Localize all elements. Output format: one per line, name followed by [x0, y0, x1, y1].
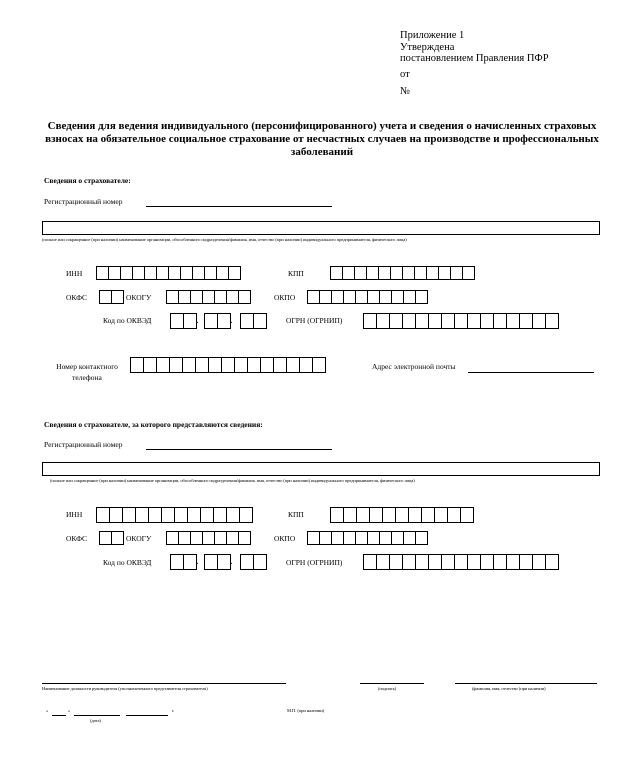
section2-kpp-cells[interactable]: [330, 507, 473, 521]
digit-cell[interactable]: [421, 507, 435, 523]
stamp-label: М.П. (при наличии): [287, 708, 324, 713]
digit-cell[interactable]: [376, 554, 390, 570]
digit-cell[interactable]: [253, 554, 267, 570]
section1-reg-label: Регистрационный номер: [44, 197, 123, 206]
digit-cell[interactable]: [111, 290, 124, 304]
section2-inn-cells[interactable]: [96, 507, 252, 521]
section1-okfs-label: ОКФС: [66, 293, 88, 302]
section1-okved-label: Код по ОКВЭД: [103, 316, 152, 325]
date-close-quote: »: [68, 708, 71, 713]
digit-cell[interactable]: [363, 554, 377, 570]
digit-cell[interactable]: [532, 313, 546, 329]
section2-heading: Сведения о страхователе, за которого представляются сведения:: [44, 420, 263, 429]
digit-cell[interactable]: [480, 313, 494, 329]
section1-okpo-cells[interactable]: [307, 290, 427, 304]
digit-cell[interactable]: [493, 313, 507, 329]
digit-cell[interactable]: [415, 531, 428, 545]
section1-phone-label-line2: телефона: [72, 373, 102, 382]
digit-cell[interactable]: [122, 507, 136, 523]
section2-okpo-label: ОКПО: [274, 534, 296, 543]
section2-okpo-cells[interactable]: [307, 531, 427, 545]
digit-cell[interactable]: [415, 554, 429, 570]
date-year-input[interactable]: [126, 715, 168, 716]
section1-reg-input[interactable]: [146, 206, 332, 207]
appendix-line-4: от: [400, 68, 410, 80]
digit-cell[interactable]: [217, 313, 231, 329]
digit-cell[interactable]: [170, 313, 184, 329]
section1-kpp-label: КПП: [288, 269, 304, 278]
digit-cell[interactable]: [217, 554, 231, 570]
digit-cell[interactable]: [382, 507, 396, 523]
appendix-line-5: №: [400, 86, 411, 97]
digit-cell[interactable]: [545, 313, 559, 329]
digit-cell[interactable]: [174, 507, 188, 523]
section2-kpp-label: КПП: [288, 510, 304, 519]
digit-cell[interactable]: [363, 313, 377, 329]
fio-caption: (фамилия, имя, отчество (при наличии): [472, 686, 546, 691]
section1-okogu-label: ОКОГУ: [126, 293, 152, 302]
section2-okved-cells-3[interactable]: [240, 554, 266, 568]
section1-okpo-label: ОКПО: [274, 293, 296, 302]
digit-cell[interactable]: [480, 554, 494, 570]
digit-cell[interactable]: [454, 313, 468, 329]
digit-cell[interactable]: [169, 357, 183, 373]
digit-cell[interactable]: [208, 357, 222, 373]
section1-email-label: Адрес электронной почты: [372, 362, 456, 371]
section1-okfs-cells[interactable]: [99, 290, 123, 304]
appendix-line-3: постановлением Правления ПФР: [400, 53, 549, 64]
section1-name-field[interactable]: [42, 221, 600, 235]
digit-cell[interactable]: [519, 554, 533, 570]
digit-cell[interactable]: [238, 290, 251, 304]
section2-ogrn-label: ОГРН (ОГРНИП): [286, 558, 343, 567]
digit-cell[interactable]: [170, 554, 184, 570]
digit-cell[interactable]: [389, 313, 403, 329]
digit-cell[interactable]: [343, 507, 357, 523]
digit-cell[interactable]: [204, 313, 218, 329]
date-year-suffix: г.: [172, 708, 175, 713]
section1-okved-dot-1: .: [196, 315, 199, 326]
digit-cell[interactable]: [356, 507, 370, 523]
section1-kpp-cells[interactable]: [330, 266, 474, 280]
date-day-input[interactable]: [52, 715, 66, 716]
digit-cell[interactable]: [240, 313, 254, 329]
digit-cell[interactable]: [467, 554, 481, 570]
section2-okfs-label: ОКФС: [66, 534, 88, 543]
digit-cell[interactable]: [330, 507, 344, 523]
form-title: Сведения для ведения индивидуального (персонифицированного) учета и сведения о начисленных страховых взносах на обязательное социальное страхование от несчастных случаев на производстве и профессиональных заболеваний: [45, 120, 599, 158]
digit-cell[interactable]: [441, 554, 455, 570]
section2-name-caption: (полное или сокращенное (при наличии) наименование организации, обособленного подразделения/фамилия, имя, отчество (при наличии) индивидуального предпринимателя, физического лица): [50, 478, 415, 483]
digit-cell[interactable]: [467, 313, 481, 329]
section1-ogrn-label: ОГРН (ОГРНИП): [286, 316, 343, 325]
section1-okved-cells-2[interactable]: [204, 313, 230, 327]
digit-cell[interactable]: [299, 357, 313, 373]
section1-email-input[interactable]: [468, 372, 594, 373]
digit-cell[interactable]: [428, 554, 442, 570]
digit-cell[interactable]: [493, 554, 507, 570]
digit-cell[interactable]: [428, 313, 442, 329]
digit-cell[interactable]: [402, 554, 416, 570]
position-caption: Наименование должности руководителя (уполномоченного представителя страхователя): [42, 686, 208, 691]
digit-cell[interactable]: [415, 313, 429, 329]
section1-ogrn-cells[interactable]: [363, 313, 558, 327]
digit-cell[interactable]: [130, 357, 144, 373]
section1-heading: Сведения о страхователе:: [44, 176, 131, 185]
digit-cell[interactable]: [226, 507, 240, 523]
digit-cell[interactable]: [376, 313, 390, 329]
digit-cell[interactable]: [506, 313, 520, 329]
digit-cell[interactable]: [161, 507, 175, 523]
digit-cell[interactable]: [519, 313, 533, 329]
digit-cell[interactable]: [96, 507, 110, 523]
digit-cell[interactable]: [253, 313, 267, 329]
digit-cell[interactable]: [506, 554, 520, 570]
section2-okved-dot-1: .: [196, 556, 199, 567]
fio-input[interactable]: [455, 683, 597, 684]
signature-input[interactable]: [360, 683, 424, 684]
digit-cell[interactable]: [532, 554, 546, 570]
section1-okved-cells-1[interactable]: [170, 313, 196, 327]
digit-cell[interactable]: [204, 554, 218, 570]
digit-cell[interactable]: [408, 507, 422, 523]
appendix-line-2: Утверждена: [400, 41, 455, 53]
signature-caption: (подпись): [378, 686, 397, 691]
digit-cell[interactable]: [273, 357, 287, 373]
section2-okogu-cells[interactable]: [166, 531, 250, 545]
digit-cell[interactable]: [135, 507, 149, 523]
digit-cell[interactable]: [441, 313, 455, 329]
section1-phone-cells[interactable]: [130, 357, 325, 371]
section2-okved-dot-2: .: [230, 556, 233, 567]
digit-cell[interactable]: [183, 313, 197, 329]
date-caption: (дата): [90, 718, 101, 723]
section1-okogu-cells[interactable]: [166, 290, 250, 304]
digit-cell[interactable]: [462, 266, 475, 280]
digit-cell[interactable]: [234, 357, 248, 373]
digit-cell[interactable]: [286, 357, 300, 373]
digit-cell[interactable]: [545, 554, 559, 570]
digit-cell[interactable]: [183, 554, 197, 570]
digit-cell[interactable]: [434, 507, 448, 523]
appendix-line-1: Приложение 1: [400, 30, 465, 41]
digit-cell[interactable]: [460, 507, 474, 523]
section1-inn-label: ИНН: [66, 269, 83, 278]
digit-cell[interactable]: [182, 357, 196, 373]
digit-cell[interactable]: [143, 357, 157, 373]
section2-ogrn-cells[interactable]: [363, 554, 558, 568]
digit-cell[interactable]: [111, 531, 124, 545]
digit-cell[interactable]: [221, 357, 235, 373]
appendix-block: [400, 30, 549, 98]
digit-cell[interactable]: [187, 507, 201, 523]
date-month-input[interactable]: [74, 715, 120, 716]
section2-okved-cells-2[interactable]: [204, 554, 230, 568]
section1-phone-label-line1: Номер контактного: [56, 362, 118, 371]
section2-okved-label: Код по ОКВЭД: [103, 558, 152, 567]
date-open-quote: «: [46, 708, 49, 713]
section2-name-field[interactable]: [42, 462, 600, 476]
digit-cell[interactable]: [148, 507, 162, 523]
digit-cell[interactable]: [213, 507, 227, 523]
section1-phone-label: [52, 362, 122, 382]
section2-okogu-label: ОКОГУ: [126, 534, 152, 543]
digit-cell[interactable]: [109, 507, 123, 523]
digit-cell[interactable]: [228, 266, 241, 280]
section1-inn-cells[interactable]: [96, 266, 240, 280]
digit-cell[interactable]: [454, 554, 468, 570]
section2-okfs-cells[interactable]: [99, 531, 123, 545]
digit-cell[interactable]: [247, 357, 261, 373]
digit-cell[interactable]: [395, 507, 409, 523]
section2-inn-label: ИНН: [66, 510, 83, 519]
digit-cell[interactable]: [238, 531, 251, 545]
digit-cell[interactable]: [415, 290, 428, 304]
digit-cell[interactable]: [312, 357, 326, 373]
digit-cell[interactable]: [239, 507, 253, 523]
section1-okved-cells-3[interactable]: [240, 313, 266, 327]
section2-reg-label: Регистрационный номер: [44, 440, 123, 449]
digit-cell[interactable]: [240, 554, 254, 570]
digit-cell[interactable]: [447, 507, 461, 523]
digit-cell[interactable]: [402, 313, 416, 329]
section2-reg-input[interactable]: [146, 449, 332, 450]
section2-okved-cells-1[interactable]: [170, 554, 196, 568]
section1-name-caption: (полное или сокращенное (при наличии) наименование организации, обособленного подразделения/фамилия, имя, отчество (при наличии) индивидуального предпринимателя, физического лица): [42, 237, 407, 242]
section1-okved-dot-2: .: [230, 315, 233, 326]
digit-cell[interactable]: [156, 357, 170, 373]
digit-cell[interactable]: [369, 507, 383, 523]
digit-cell[interactable]: [260, 357, 274, 373]
digit-cell[interactable]: [200, 507, 214, 523]
position-input[interactable]: [42, 683, 286, 684]
digit-cell[interactable]: [389, 554, 403, 570]
digit-cell[interactable]: [195, 357, 209, 373]
